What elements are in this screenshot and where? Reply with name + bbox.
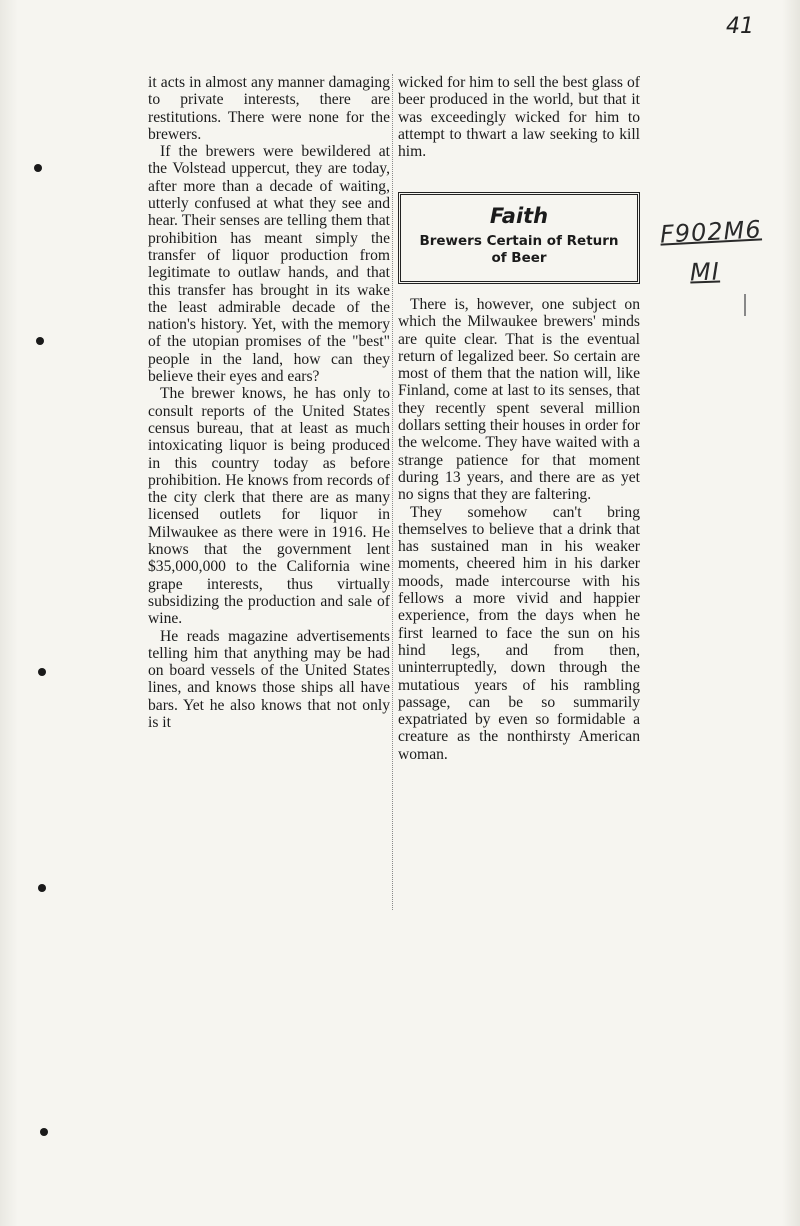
handwritten-note-initials: MI — [689, 257, 721, 287]
punch-hole — [34, 164, 42, 172]
left-column — [146, 74, 393, 910]
handwritten-note-code: F902M6 — [659, 215, 763, 249]
page-number: 41 — [726, 14, 754, 39]
right-column-text — [396, 296, 642, 763]
subheading-line-1: Brewers Certain of Return — [419, 233, 619, 249]
subheading-box — [398, 192, 640, 284]
punch-hole — [36, 337, 44, 345]
left-column-text — [146, 74, 392, 731]
paragraph: They somehow can't bring themselves to believe that a drink that has sustained man in his weaker moments, cheered him in his darker moods, made intercourse with his fellows a more vivid and happier experience, from the days when he first learned to face the sun on his hind legs, and from then, uninterruptedly, down through the mutatious years of his rambling passage, can be so summarily expatriated by even so formidable a creature as the nonthirsty American woman. — [398, 503, 640, 763]
right-column — [396, 74, 642, 910]
punch-hole — [38, 884, 46, 892]
subheading-line-2: of Beer — [491, 250, 547, 266]
paragraph: There is, however, one subject on which the Milwaukee brewers' minds are quite clear. That is the eventual return of legalized beer. So certain are most of them that the nation will, like Finland, come at last to its senses, that they recently spent several million dollars setting their houses in order for the welcome. They have waited with a strange patience for that moment during 13 years, and there are as yet no signs that they are faltering. — [398, 296, 640, 504]
subheading-title: Faith — [489, 204, 549, 228]
paragraph: wicked for him to sell the best glass of beer produced in the world, but that it was exceedingly wicked for him to attempt to thwart a law seeking to kill him. — [398, 74, 640, 161]
paragraph: If the brewers were bewildered at the Volstead uppercut, they are today, after more than a decade of waiting, utterly confused at what they see and hear. Their senses are telling them that prohibition has meant simply the transfer of liquor production from legitimate to outlaw hands, and that this transfer has brought in its wake the least admirable decade of the nation's history. Yet, with the memory of the utopian promises of the "best" people in the land, how can they believe their eyes and ears? — [148, 143, 390, 386]
paragraph: He reads magazine advertisements telling him that anything may be had on board vessels of the United States lines, and knows those ships all have bars. Yet he also knows that not only is it — [148, 627, 390, 731]
paragraph: The brewer knows, he has only to consult reports of the United States census bureau, that at least as much intoxicating liquor is being produced in this country today as before prohibition. He knows from records of the city clerk that there are as many licensed outlets for liquor in Milwaukee as there were in 1916. He knows that the government lent $35,000,000 to the California wine grape interests, thus virtually subsidizing the production and sale of wine. — [148, 385, 390, 628]
right-column-continuation — [396, 74, 642, 160]
punch-hole — [38, 668, 46, 676]
paragraph: it acts in almost any manner damaging to private interests, there are restitutions. There were none for the brewers. — [148, 74, 390, 143]
newspaper-clipping — [146, 74, 642, 910]
punch-hole — [40, 1128, 48, 1136]
pencil-mark — [744, 294, 746, 316]
